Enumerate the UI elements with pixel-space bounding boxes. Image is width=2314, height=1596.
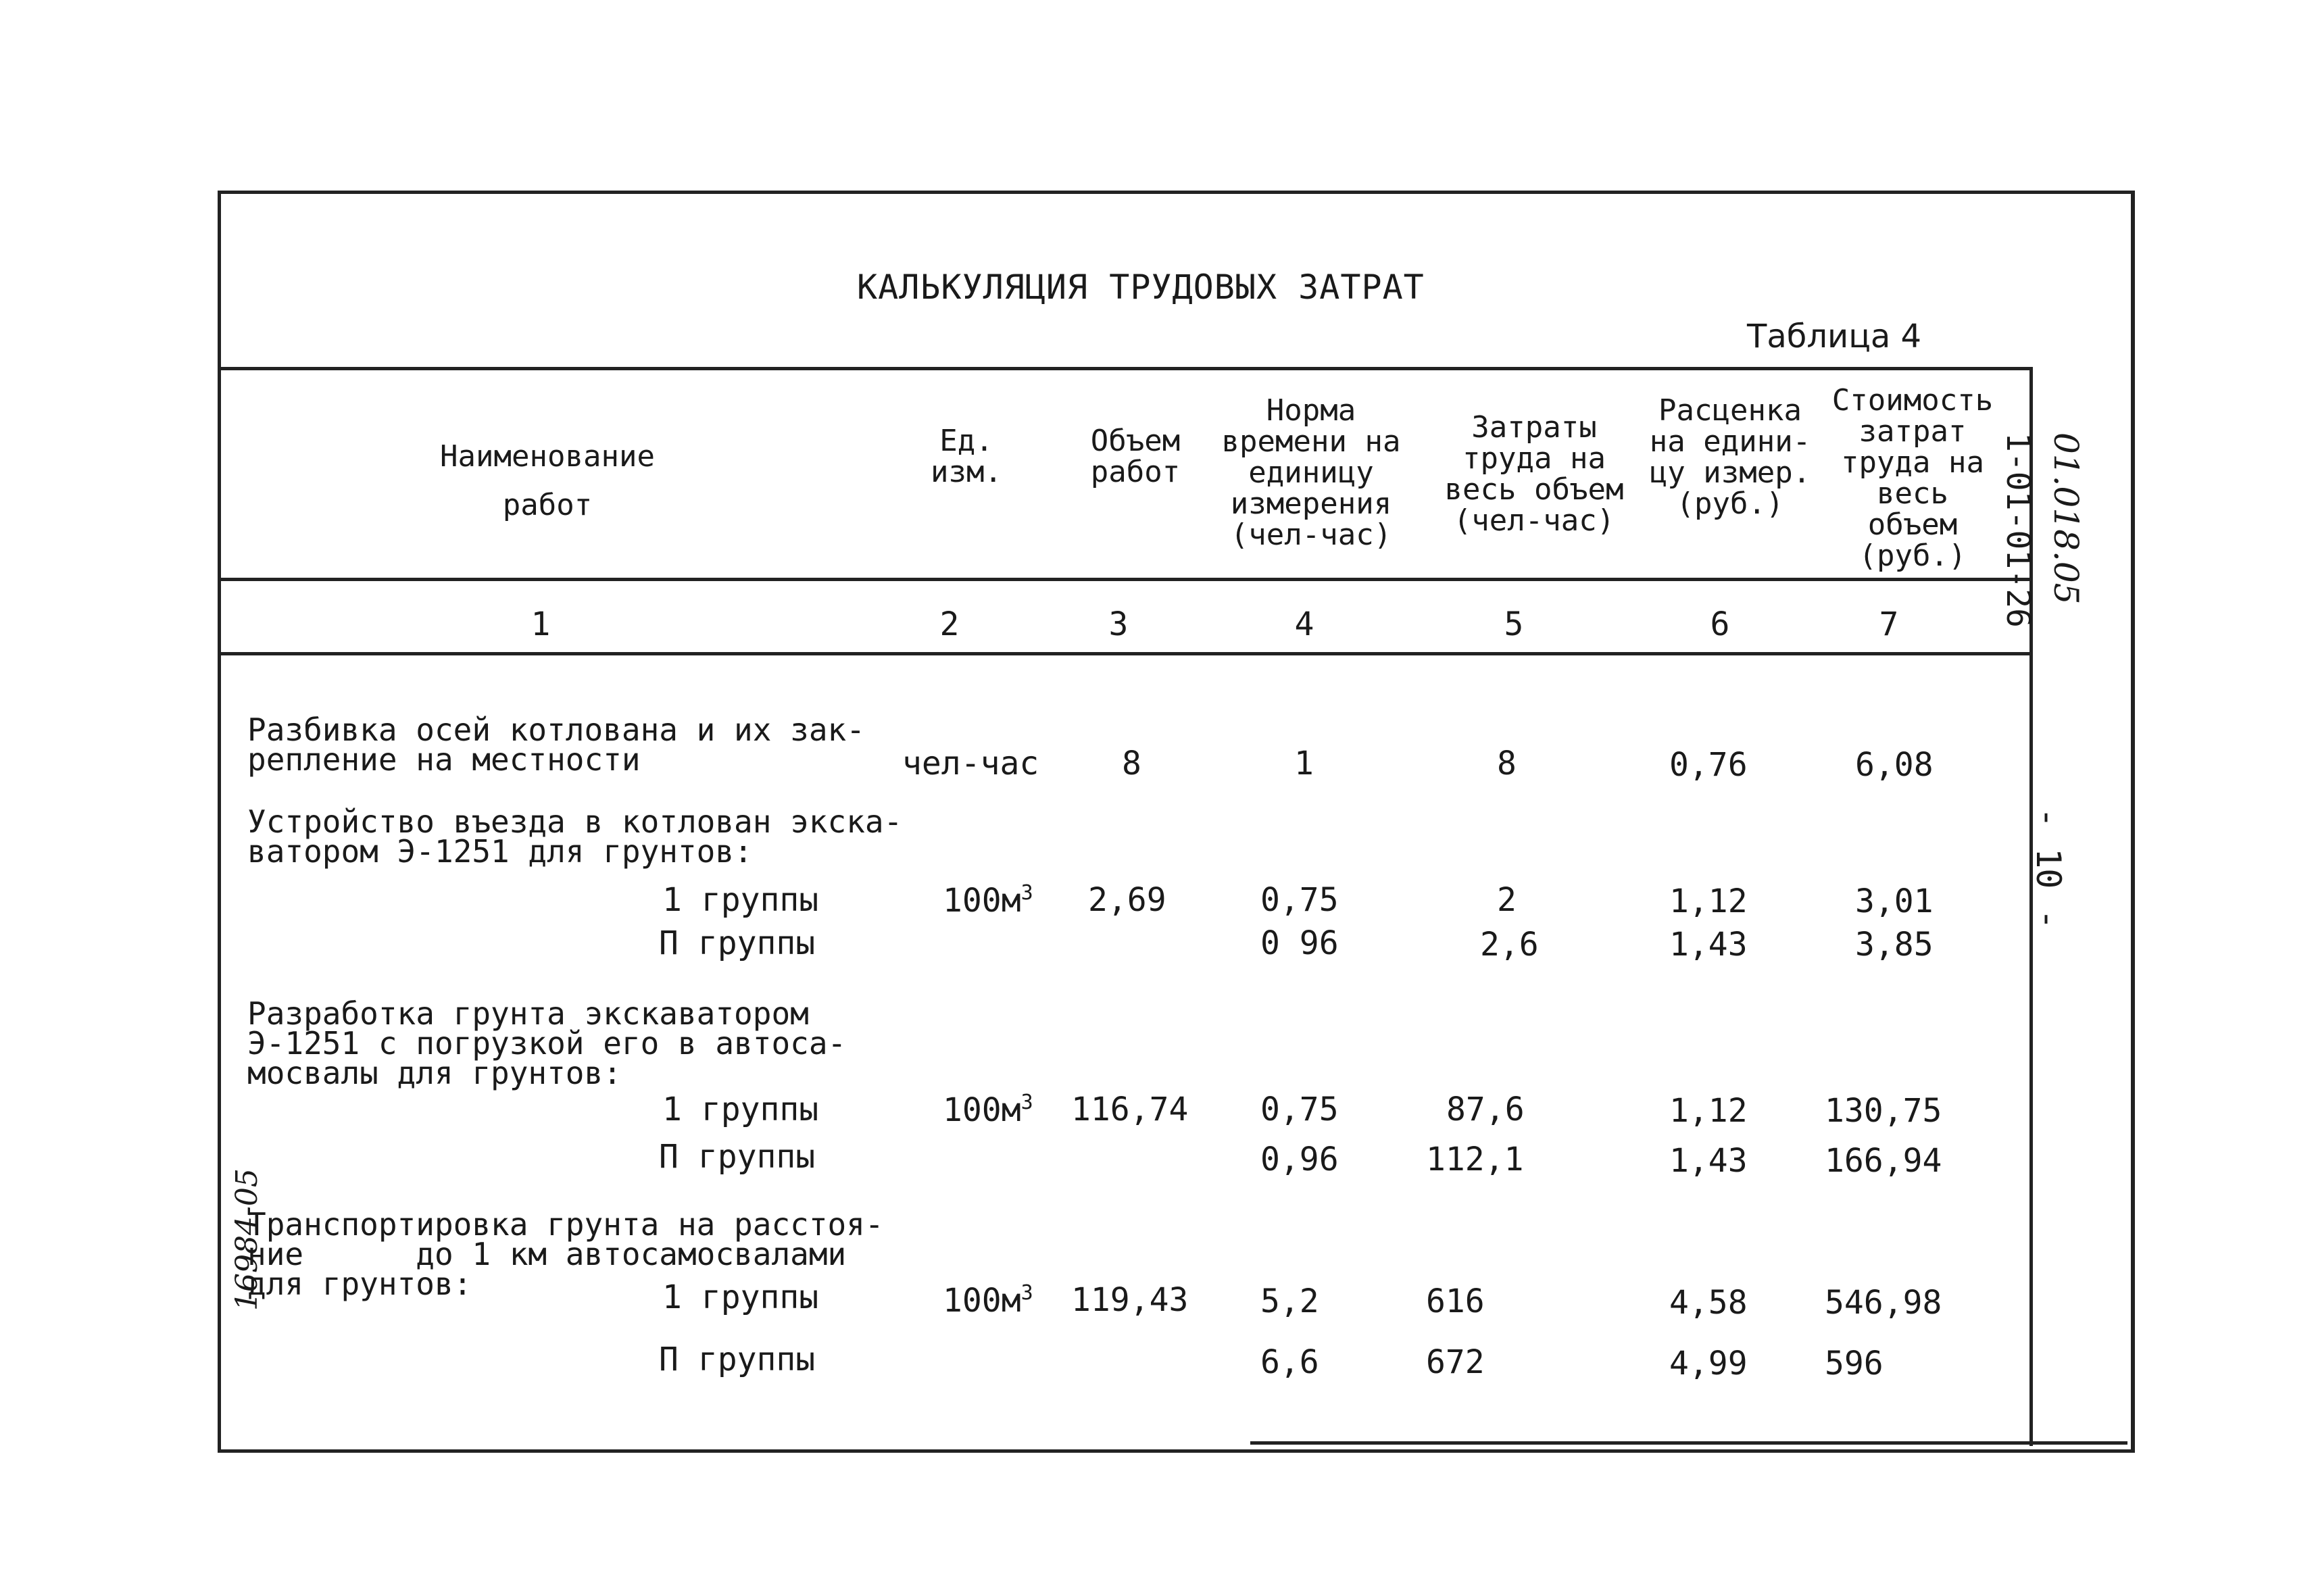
header-cost: Стоимость затрат труда на весь объем (руб.) — [1831, 383, 1994, 573]
unit-cell: $100м^3$ — [943, 1091, 1033, 1129]
table-label: Таблица 4 — [1747, 318, 1922, 355]
table-bottom-line — [1250, 1441, 2127, 1445]
subgroup-label: 1 группы — [662, 881, 819, 919]
side-code-2: 1-01-01-26 — [1999, 432, 2037, 628]
column-number: 5 — [1504, 605, 1524, 643]
work-description: Разработка грунта экскаватором Э-1251 с погрузкой его в автоса- мосвалы для грунтов: — [247, 995, 847, 1091]
column-number: 3 — [1108, 605, 1129, 643]
volume-cell: 8 — [1122, 745, 1141, 782]
header-bottom-line — [218, 578, 2033, 581]
header-norm: Норма времени на единицу измерения (чел-час) — [1221, 393, 1401, 552]
header-volume: Объем работ — [1090, 424, 1181, 489]
unit-cell: чел-час — [902, 745, 1039, 782]
subgroup-label: 1 группы — [662, 1091, 819, 1128]
norm-cell: 0 96 — [1260, 924, 1339, 962]
header-name: Наименование работ — [440, 439, 655, 522]
labor-cell: 672 — [1426, 1343, 1485, 1381]
volume-cell: 116,74 — [1071, 1091, 1189, 1128]
cost-cell: 546,98 — [1825, 1284, 1942, 1322]
norm-cell: 0,75 — [1260, 881, 1339, 919]
rate-cell: 1,12 — [1669, 1092, 1748, 1130]
work-description: Устройство въезда в котлован экска- ватором Э-1251 для грунтов: — [247, 803, 903, 870]
labor-cell: 2,6 — [1480, 926, 1539, 964]
rate-cell: 1,12 — [1669, 882, 1748, 920]
page-number: - 10 - — [2029, 807, 2068, 930]
table-top-line — [218, 367, 2033, 370]
volume-cell: 119,43 — [1071, 1281, 1189, 1319]
rate-cell: 0,76 — [1669, 746, 1748, 784]
column-numbers-bottom-line — [218, 652, 2033, 655]
labor-cell: 112,1 — [1426, 1141, 1524, 1178]
rate-cell: 1,43 — [1669, 1142, 1748, 1180]
cost-cell: 166,94 — [1825, 1142, 1942, 1180]
labor-cell: 616 — [1426, 1282, 1485, 1320]
labor-cell: 87,6 — [1446, 1091, 1525, 1128]
rate-cell: 1,43 — [1669, 926, 1748, 964]
norm-cell: 1 — [1294, 745, 1314, 782]
cost-cell: 6,08 — [1855, 746, 1934, 784]
column-number: 6 — [1710, 605, 1730, 643]
norm-cell: 0,96 — [1260, 1141, 1339, 1178]
rate-cell: 4,99 — [1669, 1345, 1748, 1382]
column-number: 2 — [939, 605, 960, 643]
cost-cell: 3,85 — [1855, 926, 1934, 964]
cost-cell: 130,75 — [1825, 1092, 1942, 1130]
labor-cell: 2 — [1497, 881, 1517, 919]
column-number: 7 — [1879, 605, 1899, 643]
header-rate: Расценка на едини- цу измер. (руб.) — [1649, 393, 1811, 521]
header-labor: Затраты труда на весь объем (чел-час) — [1444, 410, 1624, 538]
column-number: 1 — [531, 605, 551, 643]
norm-cell: 0,75 — [1260, 1091, 1339, 1128]
document-title: КАЛЬКУЛЯЦИЯ ТРУДОВЫХ ЗАТРАТ — [857, 268, 1425, 307]
stamp-number: 16984-05 — [230, 1168, 264, 1311]
cost-cell: 596 — [1825, 1345, 1884, 1382]
subgroup-label: П группы — [659, 1138, 816, 1176]
header-unit: Ед. изм. — [931, 424, 1002, 489]
subgroup-label: 1 группы — [662, 1278, 819, 1316]
unit-cell: $100м^3$ — [943, 881, 1033, 920]
cost-cell: 3,01 — [1855, 882, 1934, 920]
unit-cell: $100м^3$ — [943, 1281, 1033, 1320]
column-number: 4 — [1294, 605, 1314, 643]
side-code-1: 01.018.05 — [2046, 432, 2086, 605]
norm-cell: 6,6 — [1260, 1343, 1319, 1381]
rate-cell: 4,58 — [1669, 1284, 1748, 1322]
work-description: Разбивка осей котлована и их зак- репление на местности — [247, 712, 865, 778]
norm-cell: 5,2 — [1260, 1282, 1319, 1320]
subgroup-label: П группы — [659, 1341, 816, 1378]
subgroup-label: П группы — [659, 924, 816, 962]
volume-cell: 2,69 — [1088, 881, 1166, 919]
work-description: Транспортировка грунта на расстоя- ние до 1 км автосамосвалами для грунтов: — [247, 1206, 884, 1302]
labor-cell: 8 — [1497, 745, 1517, 782]
